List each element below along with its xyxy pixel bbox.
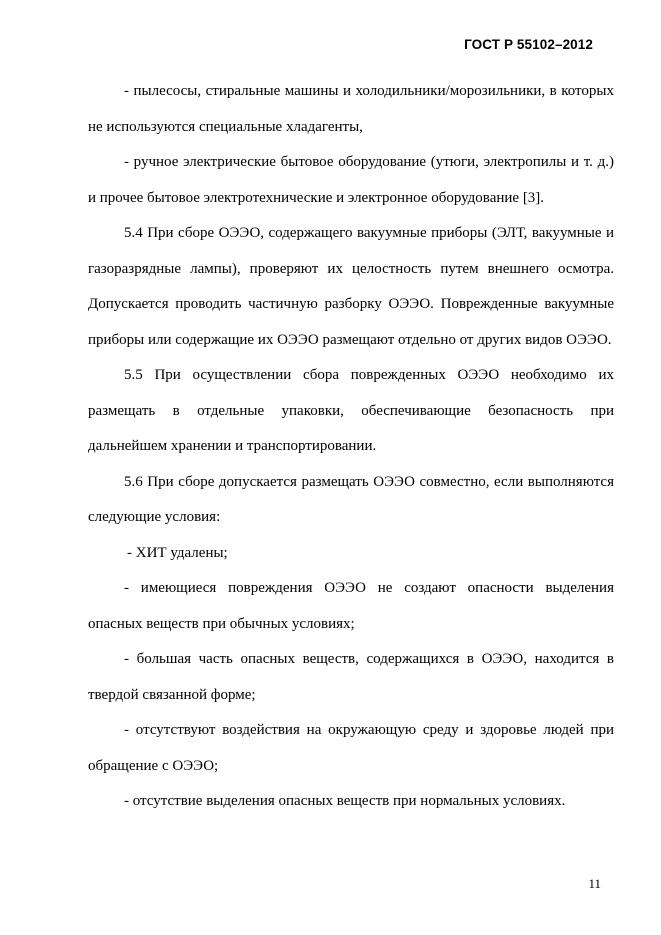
list-item-solid-form: - большая часть опасных веществ, содержащихся в ОЭЭО, находится в твердой связанной форме; — [88, 651, 614, 703]
document-header: ГОСТ Р 55102–2012 — [464, 37, 593, 52]
page-number: 11 — [588, 876, 601, 891]
document-body — [88, 74, 614, 820]
list-item-no-emission: - отсутствие выделения опасных веществ при нормальных условиях. — [124, 793, 566, 809]
list-item-hit-removed: - ХИТ удалены; — [127, 544, 228, 561]
paragraph-vacuum-cleaners: - пылесосы, стиральные машины и холодильники/морозильники, в которых не используются специальные хладагенты, — [88, 83, 614, 135]
paragraph-hand-appliances: - ручное электрические бытовое оборудование (утюги, электропилы и т. д.) и прочее бытовое электротехнические и электронное оборудование [3]. — [88, 154, 614, 206]
list-item-no-impact: - отсутствуют воздействия на окружающую среду и здоровье людей при обращение с ОЭЭО; — [88, 722, 614, 774]
paragraph-5-4: 5.4 При сборе ОЭЭО, содержащего вакуумные приборы (ЭЛТ, вакуумные и газоразрядные лампы), проверяют их целостность путем внешнего осмотра. Допускается проводить частичную разборку ОЭЭО. Поврежденные вакуумные приборы или содержащие их ОЭЭО размещают отдельно от других видов ОЭЭО. — [88, 225, 614, 348]
paragraph-5-5: 5.5 При осуществлении сбора поврежденных ОЭЭО необходимо их размещать в отдельные упаковки, обеспечивающие безопасность при дальнейшем хранении и транспортировании. — [88, 367, 614, 454]
list-item-damage: - имеющиеся повреждения ОЭЭО не создают опасности выделения опасных веществ при обычных условиях; — [88, 580, 614, 632]
paragraph-5-6: 5.6 При сборе допускается размещать ОЭЭО совместно, если выполняются следующие условия: — [88, 473, 614, 525]
